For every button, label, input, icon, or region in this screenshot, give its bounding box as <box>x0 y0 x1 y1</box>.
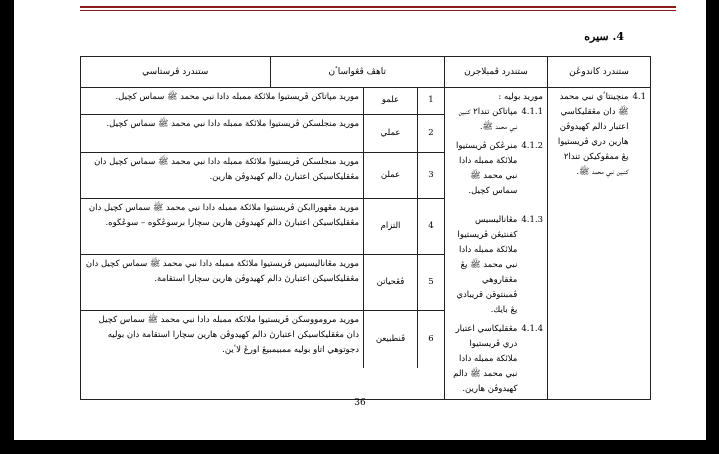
level-description: موريد مڽاتاكن ڤريستيوا ملائكة ممبله دادا نبي محمد ﷺ سماس كچيل. <box>81 88 364 114</box>
level-aspect: ڤنطبيعن <box>364 310 418 368</box>
level-aspect: علمو <box>364 88 418 114</box>
header-performance-standard: ستندرد ڤرستاسي <box>81 57 271 88</box>
content-standard-text: منچينتاٴي نبي محمد ﷺ دان مڠقليكاسي اعتبار دالم كهيدوڤن هارين دري ڤريستيوا يڠ ممڤوكيكن تندا٢ كنبين نبي محمد ﷺ. <box>557 92 629 177</box>
level-number: 3 <box>418 152 445 198</box>
content-standard-item <box>552 90 646 180</box>
header-content-standard: ستندرد كاندوڠن <box>548 57 651 88</box>
content-standard-code: 4.1 <box>632 92 646 102</box>
level-row <box>81 198 444 254</box>
level-aspect: ڤڠحياتن <box>364 254 418 310</box>
header-rule-thin <box>80 10 676 11</box>
table-body-row <box>81 88 651 400</box>
learning-standard-cell <box>445 88 548 400</box>
page-number: 36 <box>354 398 366 408</box>
level-number: 6 <box>418 310 445 368</box>
section-title: سيره <box>584 30 609 43</box>
learning-standard-text: مڠاناليسيس كفنتيڠن ڤريستيوا ملائكة ممبله دادا نبي محمد ﷺ يڠ مڠقاروهي ڤمبنتوقن قريبادي يڠ بايك. <box>456 215 518 315</box>
document-page <box>14 0 706 440</box>
standards-table <box>80 56 651 400</box>
performance-levels-table <box>81 88 444 368</box>
level-aspect: عملن <box>364 152 418 198</box>
content-standard-cell <box>548 88 651 400</box>
level-number: 4 <box>418 198 445 254</box>
learning-standard-text: مڠقليكاسي اعتبار دري ڤريستيوا ملائكة ممبله دادا نبي محمد ﷺ دالم كهيدوڤن هارين. <box>453 324 518 394</box>
section-number: 4. <box>612 30 624 43</box>
learning-standard-item <box>449 213 543 318</box>
learning-standard-code: 4.1.1 <box>521 107 543 117</box>
header-learning-standard: ستندرد ڤمبلاجرن <box>445 57 548 88</box>
table-header-row <box>81 57 651 88</box>
level-description: موريد منجلسكن ڤريستيوا ملائكة ممبله دادا نبي محمد ﷺ سماس كچيل. <box>81 114 364 152</box>
learning-standard-text: منرڠكن ڤريستيوا ملائكة ممبله دادا نبي محمد ﷺ سماس كچيل. <box>456 141 518 196</box>
level-aspect: عملي <box>364 114 418 152</box>
level-number: 5 <box>418 254 445 310</box>
learning-standard-code: 4.1.4 <box>521 324 543 334</box>
level-number: 1 <box>418 88 445 114</box>
learning-standard-item <box>449 105 543 135</box>
learning-standard-item <box>449 139 543 199</box>
level-row <box>81 152 444 198</box>
learning-standard-intro: موريد بوليه : <box>498 92 543 102</box>
level-row <box>81 254 444 310</box>
level-row <box>81 310 444 368</box>
section-heading <box>584 30 624 43</box>
level-number: 2 <box>418 114 445 152</box>
header-aspect: تاهڤ ڤڠواساٴن <box>270 57 445 88</box>
level-aspect: التزام <box>364 198 418 254</box>
level-row <box>81 114 444 152</box>
learning-standard-code: 4.1.2 <box>521 141 543 151</box>
level-description: موريد مڠهوراايكن ڤريستيوا ملائكة ممبله دادا نبي محمد ﷺ سماس كچيل دان مڠقليكاسيكن اعتبارڽ دالم كهيدوڤن هارين سچارا برسوڠڬوه – سوڠڬوه. <box>81 198 364 254</box>
performance-levels-cell <box>81 88 445 400</box>
level-row <box>81 88 444 114</box>
level-description: موريد مرومووسكن ڤريستيوا ملائكة ممبله دادا نبي محمد ﷺ سماس كچيل دان مڠقليكاسيكن اعتبارڽ دالم كهيدوڤن هارين سچارا استقامة دان بوليه دجوتوهي اتاو بوليه ممبيمبيڠ اورڠ لاٴين. <box>81 310 364 368</box>
level-description: موريد مڠاناليسيس ڤريستيوا ملائكة ممبله دادا نبي محمد ﷺ سماس كچيل دان مڠقليكاسيكن اعتبارڽ دالم كهيدوڤن هارين سچارا استقامة. <box>81 254 364 310</box>
learning-standard-text: مڽاتاكن تندا٢ كنبين نبي محمد ﷺ. <box>458 107 518 132</box>
learning-standard-code: 4.1.3 <box>521 215 543 225</box>
level-description: موريد منجلسكن ڤريستيوا ملائكة ممبله دادا نبي محمد ﷺ سماس كچيل دان مڠقليكاسيكن اعتبارڽ دالم كهيدوڤن هارين. <box>81 152 364 198</box>
header-rule <box>80 6 676 8</box>
learning-standard-item <box>449 322 543 397</box>
